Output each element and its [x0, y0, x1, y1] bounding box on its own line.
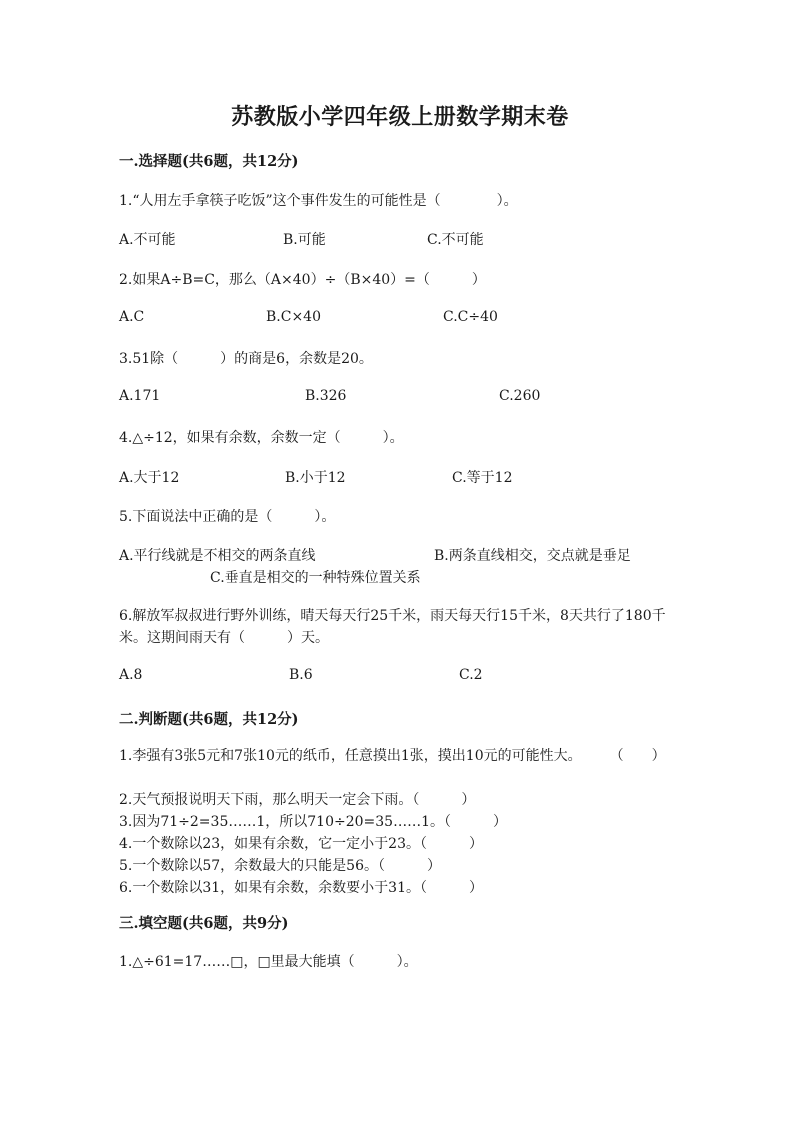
judge-item-3: 3.因为71÷2=35……1，所以710÷20=35……1。（ ）: [119, 814, 507, 830]
q2-option-b: B.C×40: [266, 309, 321, 325]
q3-option-c: C.260: [499, 388, 541, 404]
section3-heading: 三.填空题(共6题，共9分): [119, 915, 289, 932]
q5-option-c: C.垂直是相交的一种特殊位置关系: [210, 570, 421, 586]
judge-item-1: 1.李强有3张5元和7张10元的纸币，任意摸出1张，摸出10元的可能性大。 （ ）: [119, 748, 666, 764]
q2-stem: 2.如果A÷B=C，那么（A×40）÷（B×40）=（ ）: [119, 272, 486, 288]
judge-item-5: 5.一个数除以57，余数最大的只能是56。（ ）: [119, 858, 441, 874]
section2-heading: 二.判断题(共6题，共12分): [119, 711, 299, 728]
q2-option-c: C.C÷40: [443, 309, 498, 325]
q3-option-a: A.171: [119, 388, 161, 404]
q5-stem: 5.下面说法中正确的是（ ）。: [119, 509, 336, 525]
q4-option-a: A.大于12: [119, 470, 180, 486]
q6-option-b: B.6: [289, 667, 313, 683]
q6-option-a: A.8: [119, 667, 143, 683]
q1-option-a: A.不可能: [119, 232, 176, 248]
q3-option-b: B.326: [305, 388, 347, 404]
q4-option-b: B.小于12: [285, 470, 346, 486]
exam-title: 苏教版小学四年级上册数学期末卷: [231, 104, 569, 130]
q4-stem: 4.△÷12，如果有余数，余数一定（ ）。: [119, 430, 404, 446]
q5-option-b: B.两条直线相交，交点就是垂足: [434, 548, 631, 564]
section1-heading: 一.选择题(共6题，共12分): [119, 153, 299, 170]
q1-option-b: B.可能: [283, 232, 326, 248]
q2-option-a: A.C: [119, 309, 145, 325]
q3-stem: 3.51除（ ）的商是6，余数是20。: [119, 351, 373, 367]
q6-stem: 6.解放军叔叔进行野外训练，晴天每天行25千米，雨天每天行15千米，8天共行了180千米。这期间雨天有（ ）天。: [119, 608, 666, 646]
q6-option-c: C.2: [459, 667, 483, 683]
judge-item-2: 2.天气预报说明天下雨，那么明天一定会下雨。（ ）: [119, 792, 476, 808]
q1-option-c: C.不可能: [427, 232, 484, 248]
q4-option-c: C.等于12: [452, 470, 513, 486]
judge-item-4: 4.一个数除以23，如果有余数，它一定小于23。（ ）: [119, 836, 483, 852]
q1-stem: 1.“人用左手拿筷子吃饭”这个事件发生的可能性是（ ）。: [119, 193, 518, 209]
fill-item-1: 1.△÷61=17……□，□里最大能填（ ）。: [119, 954, 418, 970]
judge-item-6: 6.一个数除以31，如果有余数，余数要小于31。（ ）: [119, 880, 483, 896]
q5-option-a: A.平行线就是不相交的两条直线: [119, 548, 316, 564]
